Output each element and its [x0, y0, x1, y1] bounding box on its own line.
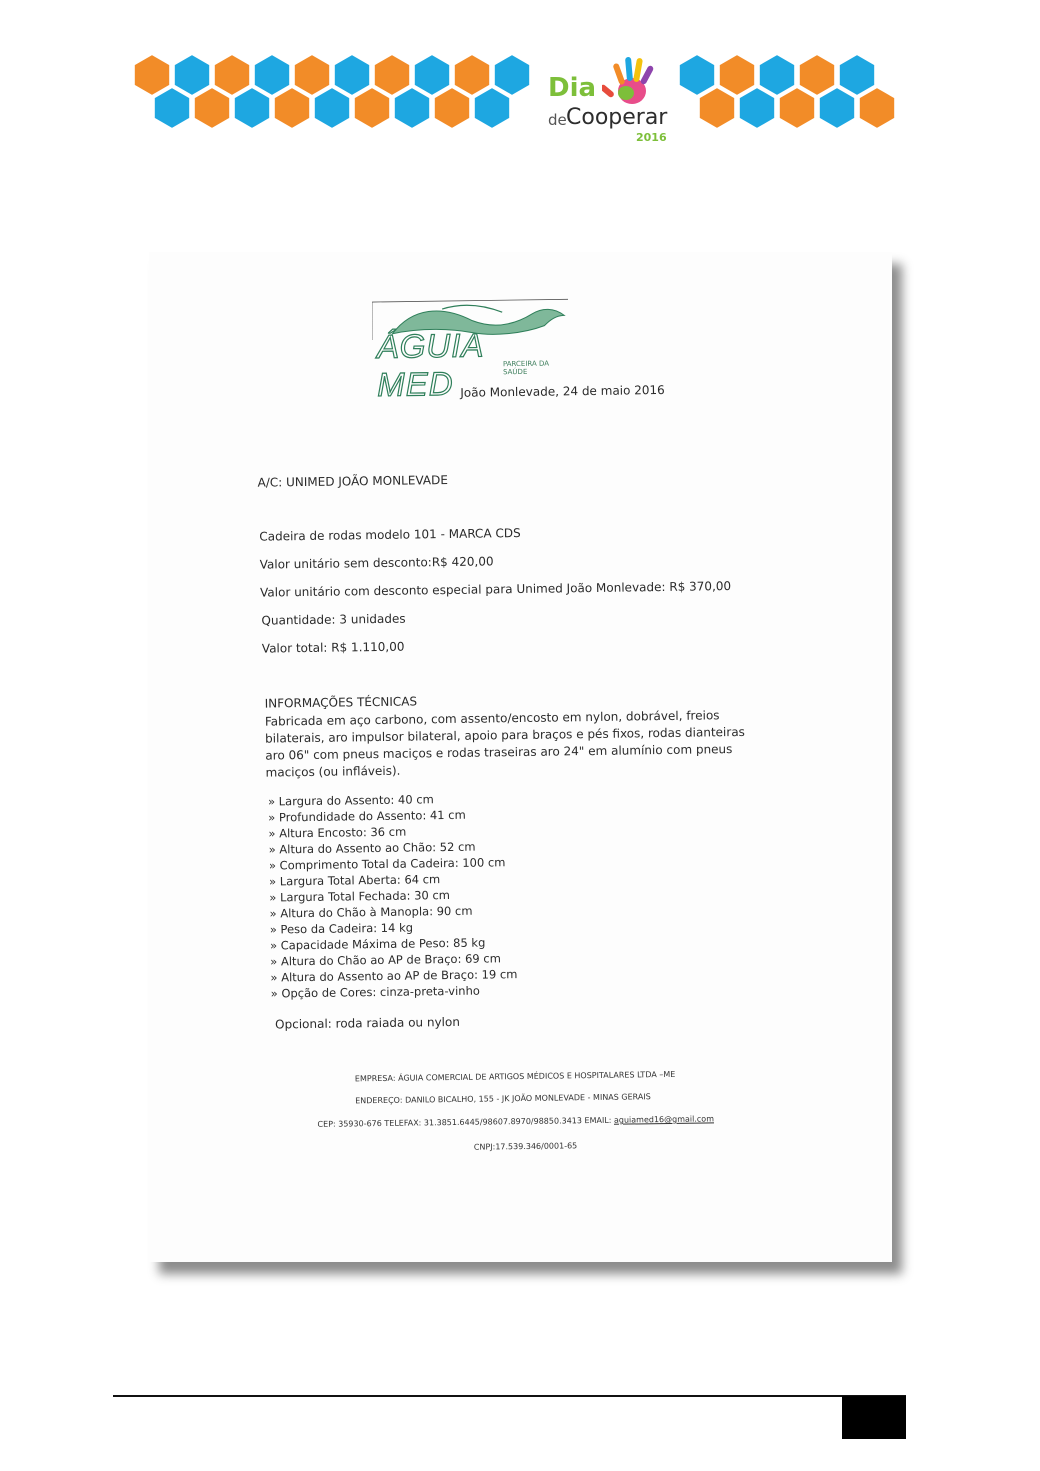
- logo-dia-text: Dia: [548, 73, 597, 103]
- hexagon-shape: [859, 87, 895, 129]
- product-line: Cadeira de rodas modelo 101 - MARCA CDS: [259, 525, 521, 544]
- hexagon-shape: [494, 54, 530, 96]
- spec-item: » Capacidade Máxima de Peso: 85 kg: [270, 934, 517, 953]
- hexagon-shape: [154, 87, 190, 129]
- hexagon-shape: [779, 87, 815, 129]
- hexagon-shape: [414, 54, 450, 96]
- hexagon-shape: [799, 54, 835, 96]
- hexagon-pattern-left: [130, 45, 540, 155]
- hexagon-shape: [254, 54, 290, 96]
- logo-year-text: 2016: [636, 131, 667, 144]
- spec-item: » Altura do Chão ao AP de Braço: 69 cm: [270, 950, 517, 969]
- hexagon-shape: [234, 87, 270, 129]
- letter-attention: A/C: UNIMED JOÃO MONLEVADE: [257, 472, 448, 490]
- letter-content: [143, 247, 900, 1267]
- spec-item: » Peso da Cadeira: 14 kg: [270, 918, 517, 937]
- spec-item: » Largura do Assento: 40 cm: [268, 790, 515, 809]
- hexagon-shape: [434, 87, 470, 129]
- spec-item: » Altura do Chão à Manopla: 90 cm: [269, 902, 516, 921]
- hexagon-shape: [759, 54, 795, 96]
- spec-item: » Altura do Assento ao Chão: 52 cm: [269, 838, 516, 857]
- header-banner: [130, 45, 910, 155]
- hexagon-shape: [274, 87, 310, 129]
- hexagon-shape: [334, 54, 370, 96]
- spec-item: » Altura do Assento ao AP de Braço: 19 cm: [270, 966, 517, 985]
- footer-contact: [317, 1114, 714, 1129]
- hexagon-shape: [679, 54, 715, 96]
- logo-de-text: de: [548, 111, 567, 129]
- hexagon-shape: [374, 54, 410, 96]
- spec-item: » Altura Encosto: 36 cm: [268, 822, 515, 841]
- footer-email-link[interactable]: aguiamed16@gmail.com: [613, 1114, 715, 1125]
- footer-company: EMPRESA: ÁGUIA COMERCIAL DE ARTIGOS MÉDICOS E HOSPITALARES LTDA –ME: [354, 1069, 676, 1084]
- hexagon-shape: [354, 87, 390, 129]
- footer-contact-text: CEP: 35930-676 TELEFAX: 31.3851.6445/98607.8970/98850.3413 EMAIL:: [317, 1115, 615, 1129]
- dia-de-cooperar-logo: [540, 53, 680, 148]
- page-number-box: [842, 1396, 906, 1439]
- hexagon-shape: [134, 54, 170, 96]
- spec-item: » Comprimento Total da Cadeira: 100 cm: [269, 854, 516, 873]
- discount-price-line: Valor unitário com desconto especial para Unimed João Monlevade: R$ 370,00: [259, 579, 732, 600]
- logo-cooperar-text: Cooperar: [566, 105, 668, 130]
- logo-company-name: ÁGUIA MED: [376, 326, 484, 403]
- spec-item: » Opção de Cores: cinza-preta-vinho: [271, 982, 518, 1001]
- logo-tagline: PARCEIRA DA SAÚDE: [502, 359, 550, 377]
- hexagon-shape: [314, 87, 350, 129]
- hexagon-shape: [819, 87, 855, 129]
- hexagon-shape: [394, 87, 430, 129]
- hexagon-shape: [454, 54, 490, 96]
- total-line: Valor total: R$ 1.110,00: [261, 639, 405, 656]
- hexagon-shape: [194, 87, 230, 129]
- letter-date: João Monlevade, 24 de maio 2016: [460, 382, 665, 400]
- hexagon-shape: [739, 87, 775, 129]
- colorful-hand-icon: [602, 53, 662, 113]
- hexagon-shape: [839, 54, 875, 96]
- scanned-letter: [149, 252, 892, 1262]
- unit-price-line: Valor unitário sem desconto:R$ 420,00: [259, 554, 494, 572]
- tech-info-title: INFORMAÇÕES TÉCNICAS: [264, 694, 418, 711]
- hexagon-shape: [474, 87, 510, 129]
- hexagon-pattern-right: [675, 45, 905, 155]
- spec-list: [268, 790, 518, 1001]
- spec-item: » Largura Total Fechada: 30 cm: [269, 886, 516, 905]
- hexagon-shape: [719, 54, 755, 96]
- footer-address: ENDEREÇO: DANILO BICALHO, 155 - JK JOÃO MONLEVADE - MINAS GERAIS: [355, 1092, 651, 1106]
- hexagon-shape: [294, 54, 330, 96]
- footer-rule: [113, 1395, 906, 1397]
- spec-item: » Profundidade do Assento: 41 cm: [268, 806, 515, 825]
- footer-cnpj: CNPJ:17.539.346/0001-65: [473, 1141, 578, 1152]
- optional-line: Opcional: roda raiada ou nylon: [275, 1014, 460, 1032]
- hexagon-shape: [214, 54, 250, 96]
- quantity-line: Quantidade: 3 unidades: [261, 611, 406, 628]
- hexagon-shape: [174, 54, 210, 96]
- tech-description: Fabricada em aço carbono, com assento/encosto em nylon, dobrável, freios bilaterais, aro impulsor bilateral, apoio para braços e pés fixos, rodas dianteiras aro 06" com pneus maciços e rodas traseiras aro 24" em alumínio com pneus maciços (ou infláveis).: [264, 708, 745, 780]
- spec-item: » Largura Total Aberta: 64 cm: [269, 870, 516, 889]
- hexagon-shape: [699, 87, 735, 129]
